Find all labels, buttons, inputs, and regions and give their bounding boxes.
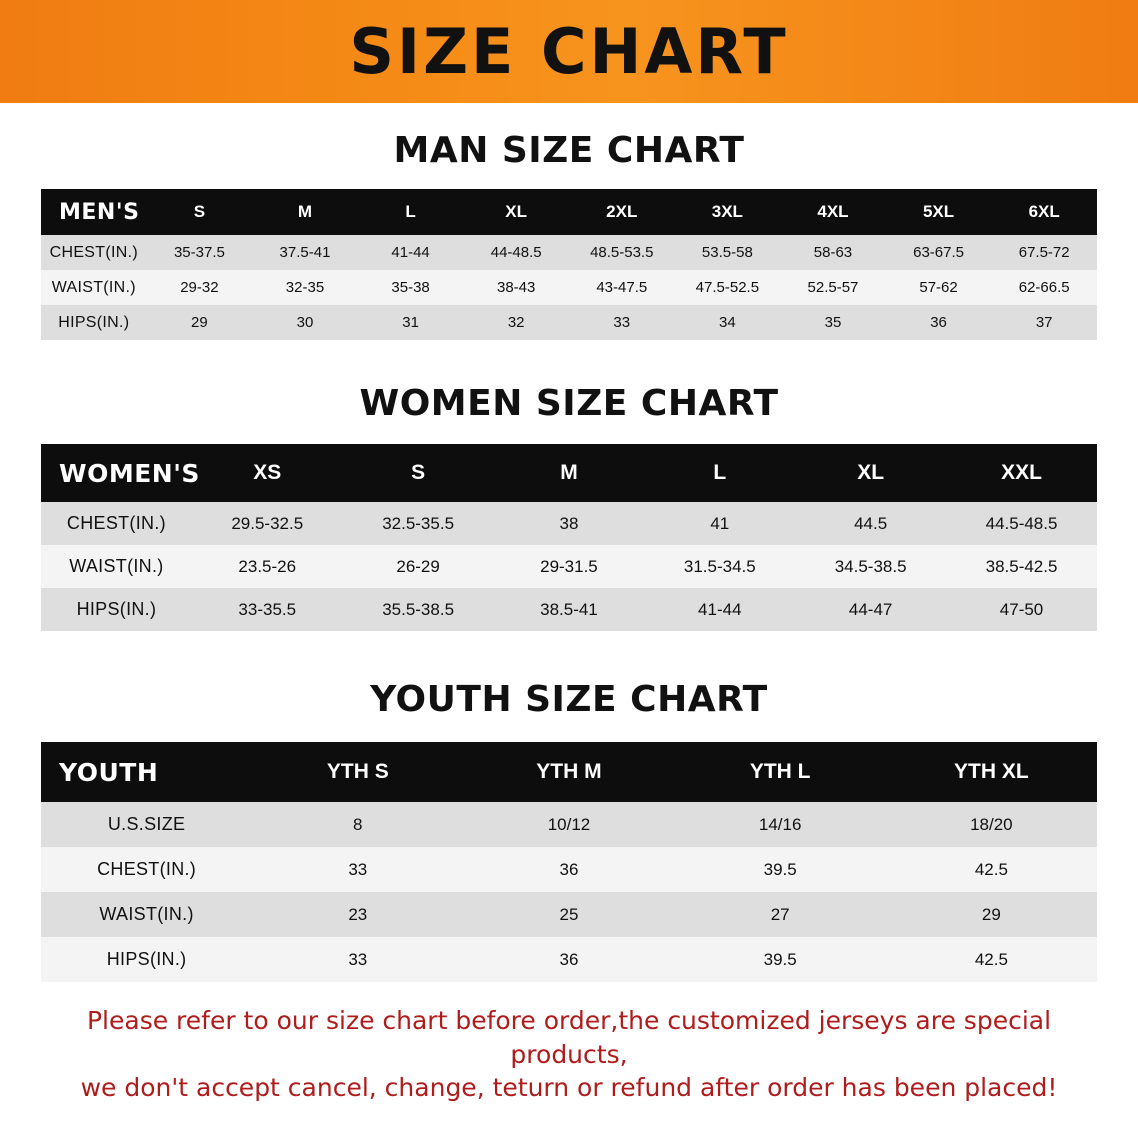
- measurement-value: 29-31.5: [494, 545, 645, 588]
- measurement-value: 36: [886, 305, 992, 340]
- size-column-header: 3XL: [675, 189, 781, 235]
- size-column-header: YTH M: [463, 742, 674, 802]
- measurement-value: 47.5-52.5: [675, 270, 781, 305]
- measurement-value: 34: [675, 305, 781, 340]
- size-column-header: XL: [795, 444, 946, 502]
- table-row: [41, 270, 1097, 305]
- measurement-value: 35: [780, 305, 886, 340]
- page-title: SIZE CHART: [349, 14, 789, 88]
- size-column-header: 5XL: [886, 189, 992, 235]
- measurement-value: 23.5-26: [192, 545, 343, 588]
- table-header-row: [41, 444, 1097, 502]
- size-column-header: XXL: [946, 444, 1097, 502]
- measurement-label: U.S.SIZE: [41, 802, 252, 847]
- section-heading-women: WOMEN SIZE CHART: [359, 383, 779, 424]
- measurement-value: 41: [644, 502, 795, 545]
- measurement-value: 33: [569, 305, 675, 340]
- measurement-value: 38.5-42.5: [946, 545, 1097, 588]
- measurement-value: 41-44: [358, 235, 464, 270]
- women-table-head: [41, 444, 1097, 502]
- size-column-header: YTH XL: [886, 742, 1097, 802]
- measurement-value: 10/12: [463, 802, 674, 847]
- size-column-header: L: [644, 444, 795, 502]
- measurement-value: 32: [463, 305, 569, 340]
- size-column-header: M: [494, 444, 645, 502]
- measurement-label: CHEST(IN.): [41, 502, 192, 545]
- measurement-value: 31: [358, 305, 464, 340]
- youth-size-table: [41, 742, 1097, 982]
- measurement-value: 32-35: [252, 270, 358, 305]
- measurement-value: 62-66.5: [991, 270, 1097, 305]
- measurement-value: 29: [886, 892, 1097, 937]
- size-column-header: 2XL: [569, 189, 675, 235]
- measurement-value: 33-35.5: [192, 588, 343, 631]
- measurement-label: CHEST(IN.): [41, 847, 252, 892]
- measurement-value: 44-47: [795, 588, 946, 631]
- table-row: [41, 892, 1097, 937]
- man-size-table: [41, 189, 1097, 340]
- table-row: [41, 502, 1097, 545]
- measurement-value: 53.5-58: [675, 235, 781, 270]
- measurement-value: 39.5: [675, 937, 886, 982]
- measurement-value: 36: [463, 847, 674, 892]
- size-column-header: 6XL: [991, 189, 1097, 235]
- measurement-value: 43-47.5: [569, 270, 675, 305]
- size-column-header: S: [147, 189, 253, 235]
- measurement-value: 29.5-32.5: [192, 502, 343, 545]
- measurement-value: 38-43: [463, 270, 569, 305]
- measurement-value: 41-44: [644, 588, 795, 631]
- table-row: [41, 588, 1097, 631]
- size-column-header: XS: [192, 444, 343, 502]
- measurement-value: 8: [252, 802, 463, 847]
- table-row: [41, 802, 1097, 847]
- measurement-value: 39.5: [675, 847, 886, 892]
- measurement-value: 35-37.5: [147, 235, 253, 270]
- measurement-value: 31.5-34.5: [644, 545, 795, 588]
- size-column-header: YTH S: [252, 742, 463, 802]
- measurement-value: 57-62: [886, 270, 992, 305]
- measurement-value: 44.5-48.5: [946, 502, 1097, 545]
- table-row: [41, 937, 1097, 982]
- women-table-body: [41, 502, 1097, 631]
- measurement-label: HIPS(IN.): [41, 588, 192, 631]
- measurement-value: 14/16: [675, 802, 886, 847]
- women-size-table: [41, 444, 1097, 631]
- table-row: [41, 235, 1097, 270]
- man-table-body: [41, 235, 1097, 340]
- table-header-row: [41, 189, 1097, 235]
- size-column-header: M: [252, 189, 358, 235]
- man-size-table-wrap: [41, 189, 1097, 340]
- measurement-value: 52.5-57: [780, 270, 886, 305]
- measurement-value: 42.5: [886, 937, 1097, 982]
- size-column-header: S: [343, 444, 494, 502]
- women-size-table-wrap: [41, 444, 1097, 631]
- order-policy-note-line-2: we don't accept cancel, change, teturn or refund after order has been placed!: [80, 1073, 1058, 1102]
- row-label-header: YOUTH: [41, 742, 252, 802]
- measurement-value: 26-29: [343, 545, 494, 588]
- table-row: [41, 545, 1097, 588]
- section-heading-youth: YOUTH SIZE CHART: [370, 679, 768, 720]
- measurement-value: 37.5-41: [252, 235, 358, 270]
- order-policy-note-line-1: Please refer to our size chart before order,the customized jerseys are special products,: [86, 1006, 1052, 1069]
- size-column-header: L: [358, 189, 464, 235]
- measurement-value: 38: [494, 502, 645, 545]
- measurement-value: 33: [252, 847, 463, 892]
- youth-size-table-wrap: [41, 742, 1097, 982]
- measurement-value: 63-67.5: [886, 235, 992, 270]
- measurement-value: 25: [463, 892, 674, 937]
- measurement-value: 35-38: [358, 270, 464, 305]
- measurement-label: WAIST(IN.): [41, 545, 192, 588]
- measurement-value: 29: [147, 305, 253, 340]
- measurement-value: 27: [675, 892, 886, 937]
- measurement-value: 44.5: [795, 502, 946, 545]
- table-header-row: [41, 742, 1097, 802]
- measurement-value: 18/20: [886, 802, 1097, 847]
- size-column-header: XL: [463, 189, 569, 235]
- measurement-value: 33: [252, 937, 463, 982]
- measurement-value: 44-48.5: [463, 235, 569, 270]
- measurement-label: HIPS(IN.): [41, 305, 147, 340]
- page-banner: [0, 0, 1138, 103]
- measurement-value: 48.5-53.5: [569, 235, 675, 270]
- measurement-value: 47-50: [946, 588, 1097, 631]
- measurement-value: 30: [252, 305, 358, 340]
- size-column-header: YTH L: [675, 742, 886, 802]
- row-label-header: WOMEN'S: [41, 444, 192, 502]
- measurement-label: CHEST(IN.): [41, 235, 147, 270]
- section-heading-man: MAN SIZE CHART: [393, 130, 745, 171]
- order-policy-note: [39, 1004, 1099, 1105]
- table-row: [41, 847, 1097, 892]
- measurement-value: 23: [252, 892, 463, 937]
- measurement-value: 38.5-41: [494, 588, 645, 631]
- youth-table-head: [41, 742, 1097, 802]
- measurement-value: 32.5-35.5: [343, 502, 494, 545]
- measurement-value: 37: [991, 305, 1097, 340]
- measurement-value: 58-63: [780, 235, 886, 270]
- measurement-value: 29-32: [147, 270, 253, 305]
- measurement-value: 35.5-38.5: [343, 588, 494, 631]
- size-column-header: 4XL: [780, 189, 886, 235]
- measurement-value: 34.5-38.5: [795, 545, 946, 588]
- man-table-head: [41, 189, 1097, 235]
- measurement-label: WAIST(IN.): [41, 270, 147, 305]
- measurement-value: 36: [463, 937, 674, 982]
- measurement-value: 42.5: [886, 847, 1097, 892]
- measurement-label: HIPS(IN.): [41, 937, 252, 982]
- youth-table-body: [41, 802, 1097, 982]
- row-label-header: MEN'S: [41, 189, 147, 235]
- table-row: [41, 305, 1097, 340]
- measurement-value: 67.5-72: [991, 235, 1097, 270]
- measurement-label: WAIST(IN.): [41, 892, 252, 937]
